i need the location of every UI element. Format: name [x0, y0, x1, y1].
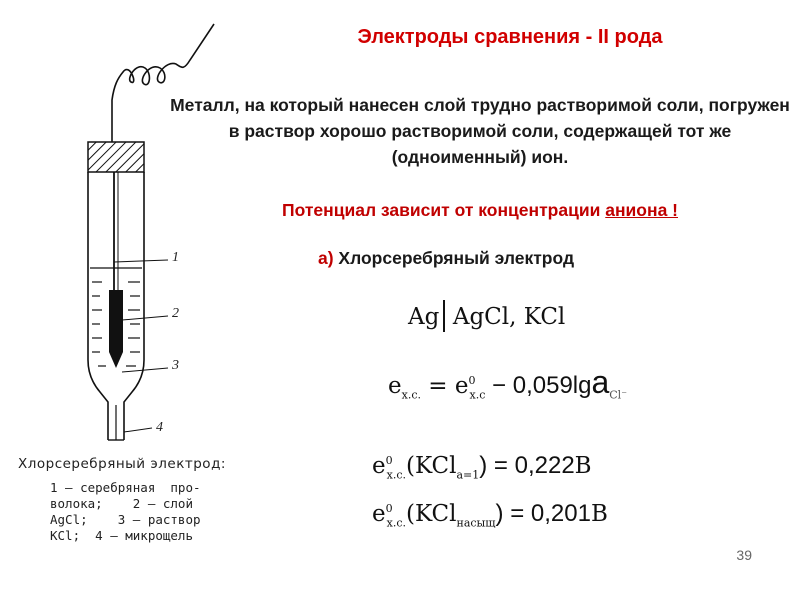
eq3-e: e — [372, 501, 386, 527]
eq2-value: ) = 0,222 — [479, 452, 575, 479]
eq1-sub: х.с. — [401, 388, 421, 402]
anion-highlight: аниона ! — [605, 200, 678, 220]
eq2-open: (KCl — [405, 453, 457, 479]
diagram-label-2: 2 — [172, 306, 179, 321]
eq3-open: (KCl — [405, 501, 457, 527]
description-text: Металл, на который нанесен слой трудно растворимой соли, погружен в раствор хорошо растворимой соли, содержащей тот же (одноименный) ион. — [170, 95, 790, 167]
scheme-rest: AgCl, KCl — [452, 304, 566, 330]
subtitle-text: Хлорсеребряный электрод — [333, 248, 575, 268]
eq1-sub2: х.с — [469, 388, 486, 402]
eq3-unit: В — [590, 501, 608, 527]
diagram-label-3: 3 — [172, 358, 179, 373]
slide-title: Электроды сравнения - II рода — [357, 26, 663, 48]
caption-line: 1 — серебряная про- — [50, 480, 201, 495]
eq1-activity-sub: Cl⁻ — [609, 388, 628, 402]
eq2-sup: 0 — [385, 454, 393, 468]
wire-coil — [112, 24, 214, 142]
eq3-value: ) = 0,201 — [495, 500, 591, 527]
caption-line: AgCl; 3 — раствор — [50, 512, 201, 527]
eq1-eq: = e — [420, 373, 469, 399]
eq1-sup: 0 — [468, 374, 476, 388]
subtitle-letter: а) — [318, 248, 334, 268]
eq2-kcl-sub: a=1 — [456, 468, 480, 482]
caption-line: KCl; 4 — микрощель — [50, 528, 193, 543]
stopper — [88, 142, 144, 172]
electrode-diagram — [0, 0, 300, 450]
eq1-e: e — [388, 373, 402, 399]
leader-2 — [122, 316, 168, 320]
scheme-ag: Ag — [408, 304, 440, 330]
page-number: 39 — [736, 547, 752, 563]
eq3-sub: х.с. — [386, 516, 406, 530]
eq2-e: e — [372, 453, 386, 479]
leader-4 — [124, 428, 152, 432]
eq2-sub: х.с. — [386, 468, 406, 482]
nernst-equation — [388, 364, 627, 402]
standard-potential-equation — [372, 452, 592, 482]
leader-3 — [122, 368, 168, 372]
agcl-layer — [109, 290, 123, 368]
leader-1 — [114, 260, 168, 262]
diagram-label-4: 4 — [156, 420, 163, 435]
eq3-kcl-sub: насыщ — [456, 516, 496, 530]
diagram-label-1: 1 — [172, 250, 179, 265]
diagram-caption — [50, 480, 201, 544]
electrode-scheme — [408, 300, 565, 332]
scheme-bar — [443, 300, 445, 332]
eq2-unit: В — [574, 453, 592, 479]
caption-line: волока; 2 — слой — [50, 496, 193, 511]
eq1-activity: a — [591, 364, 610, 400]
potential-text: Потенциал зависит от концентрации — [282, 200, 606, 220]
diagram-caption-title: Хлорсеребряный электрод: — [18, 456, 226, 472]
eq1-rest: − 0,059lg — [485, 372, 592, 399]
subtitle — [318, 248, 678, 269]
saturated-potential-equation — [372, 500, 608, 530]
eq3-sup: 0 — [385, 502, 393, 516]
